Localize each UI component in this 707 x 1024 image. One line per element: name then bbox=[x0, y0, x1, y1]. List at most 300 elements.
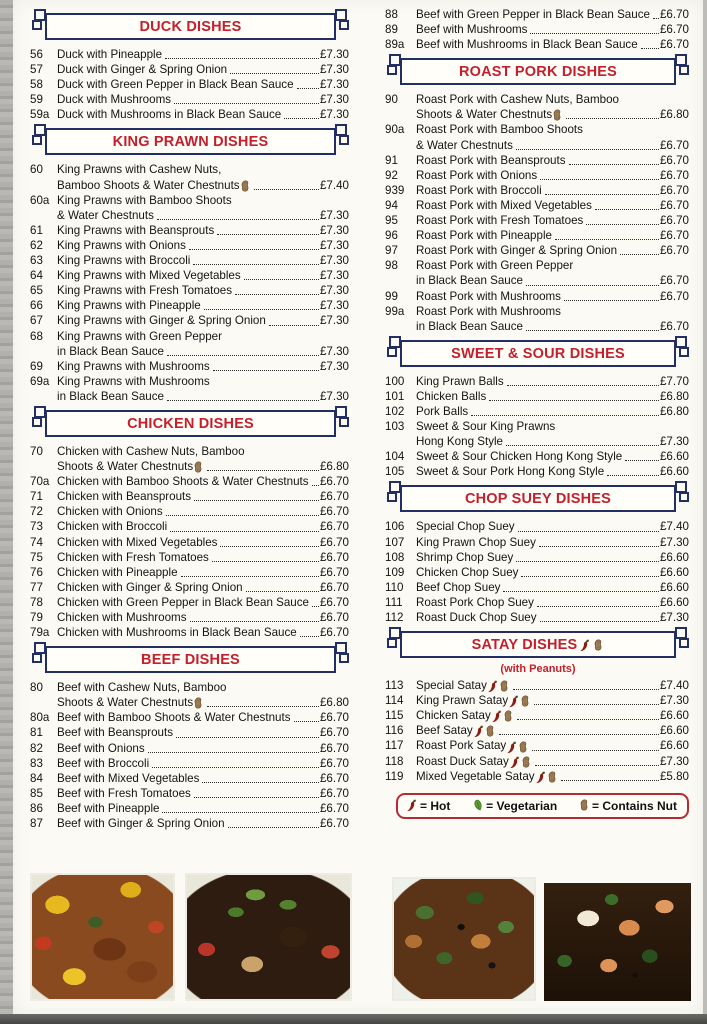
item-price: £6.70 bbox=[659, 168, 689, 182]
dots-leader bbox=[555, 239, 659, 240]
dots-leader bbox=[526, 285, 659, 286]
menu-item bbox=[385, 678, 691, 693]
dots-leader bbox=[540, 621, 659, 622]
item-price: £6.80 bbox=[319, 460, 349, 474]
menu-item-continuation bbox=[385, 273, 691, 288]
item-number: 57 bbox=[30, 63, 43, 77]
item-name: Beef Chop Suey bbox=[416, 580, 501, 594]
dots-leader bbox=[174, 103, 319, 104]
item-price: £7.40 bbox=[319, 178, 349, 192]
item-name: Chicken Balls bbox=[416, 389, 487, 403]
chilli-icon bbox=[536, 771, 546, 784]
menu-item bbox=[385, 37, 691, 52]
item-name: Chicken with Pineapple bbox=[57, 565, 178, 579]
menu-item bbox=[30, 223, 351, 238]
menu-item bbox=[385, 304, 691, 319]
dots-leader bbox=[220, 546, 319, 547]
menu-item bbox=[385, 153, 691, 168]
item-name: Chicken with Mixed Vegetables bbox=[57, 535, 218, 549]
dots-leader bbox=[513, 689, 659, 690]
item-number: 106 bbox=[385, 520, 405, 534]
item-price: £6.70 bbox=[659, 23, 689, 37]
item-price: £7.30 bbox=[319, 359, 349, 373]
item-name: Chicken with Mushrooms in Black Bean Sauce bbox=[57, 626, 297, 640]
item-price: £6.70 bbox=[319, 490, 349, 504]
section-king-prawn-dishes bbox=[30, 128, 351, 404]
item-number: 79 bbox=[30, 611, 43, 624]
item-number: 69a bbox=[30, 374, 50, 388]
item-price: £6.60 bbox=[659, 595, 689, 609]
item-number: 102 bbox=[385, 404, 405, 418]
item-price: £7.30 bbox=[319, 48, 349, 61]
item-price: £7.30 bbox=[659, 435, 689, 449]
menu-item bbox=[30, 253, 351, 268]
item-price: £7.30 bbox=[319, 108, 349, 122]
item-number: 114 bbox=[385, 694, 404, 708]
menu-item bbox=[385, 22, 691, 37]
item-name: Roast Pork with Onions bbox=[416, 168, 538, 182]
item-name: Duck with Mushrooms bbox=[57, 93, 172, 107]
menu-sections-right bbox=[385, 7, 691, 784]
dots-leader bbox=[170, 531, 319, 532]
item-name: Chicken with Green Pepper in Black Bean Sauce bbox=[57, 595, 309, 609]
dots-leader bbox=[535, 765, 659, 766]
dots-leader bbox=[235, 294, 319, 295]
item-price: £6.70 bbox=[659, 153, 689, 167]
dots-leader bbox=[167, 355, 319, 356]
menu-item bbox=[30, 313, 351, 328]
section-satay-dishes bbox=[385, 631, 691, 784]
item-number: 101 bbox=[385, 389, 405, 403]
menu-column-left bbox=[30, 7, 351, 831]
dots-leader bbox=[471, 415, 659, 416]
legend-contains-nut-label: = Contains Nut bbox=[591, 798, 677, 813]
item-name: Chicken with Beansprouts bbox=[57, 490, 192, 504]
item-name: Roast Duck Satay bbox=[416, 754, 509, 768]
peanut-icon bbox=[519, 741, 528, 754]
food-photo-1 bbox=[30, 873, 175, 1001]
item-number: 119 bbox=[385, 769, 404, 783]
item-number: 58 bbox=[30, 78, 43, 92]
dots-leader bbox=[516, 149, 659, 150]
section-title bbox=[113, 134, 269, 150]
dots-leader bbox=[148, 752, 319, 753]
dots-leader bbox=[297, 88, 319, 89]
menu-item-continuation bbox=[30, 344, 351, 359]
dots-leader bbox=[230, 73, 319, 74]
item-number: 105 bbox=[385, 465, 405, 479]
section-roast-pork-dishes bbox=[385, 58, 691, 334]
frame-corner-right-icon bbox=[675, 481, 689, 507]
chilli-icon bbox=[474, 725, 484, 738]
item-price: £7.30 bbox=[319, 208, 349, 222]
menu-item bbox=[385, 464, 691, 479]
menu-item bbox=[385, 769, 691, 784]
menu-item bbox=[385, 122, 691, 137]
dots-leader bbox=[300, 636, 319, 637]
menu-item bbox=[30, 565, 351, 580]
item-name: Beef with Broccoli bbox=[57, 756, 150, 770]
item-number: 95 bbox=[385, 214, 398, 228]
chilli-icon bbox=[509, 695, 519, 708]
dots-leader bbox=[166, 515, 319, 516]
dots-leader bbox=[499, 734, 659, 735]
item-price: £6.80 bbox=[659, 389, 689, 403]
item-price: £7.40 bbox=[659, 679, 689, 693]
item-number: 74 bbox=[30, 535, 43, 549]
menu-item bbox=[30, 77, 351, 92]
section-sweet-sour-dishes bbox=[385, 340, 691, 480]
menu-item bbox=[385, 168, 691, 183]
item-name: Beef Satay bbox=[416, 724, 473, 738]
item-name: & Water Chestnuts bbox=[416, 138, 513, 152]
item-name: Chicken with Mushrooms bbox=[57, 611, 187, 624]
item-price: £6.60 bbox=[659, 739, 689, 753]
item-price: £6.70 bbox=[319, 520, 349, 534]
dots-leader bbox=[507, 385, 659, 386]
item-name: Beef with Pineapple bbox=[57, 801, 160, 815]
dots-leader bbox=[189, 249, 319, 250]
item-price: £6.70 bbox=[319, 535, 349, 549]
item-number: 63 bbox=[30, 254, 43, 268]
menu-item bbox=[385, 289, 691, 304]
menu-item bbox=[30, 329, 351, 344]
dots-leader bbox=[152, 767, 319, 768]
chilli-icon bbox=[492, 710, 502, 723]
dots-leader bbox=[244, 279, 319, 280]
section-continued bbox=[385, 7, 691, 52]
item-name: Sweet & Sour Pork Hong Kong Style bbox=[416, 465, 605, 479]
menu-item bbox=[30, 610, 351, 625]
menu-item bbox=[30, 786, 351, 801]
item-price: £7.30 bbox=[319, 238, 349, 252]
menu-item-continuation bbox=[30, 178, 351, 193]
item-name: Roast Pork with Bamboo Shoots bbox=[416, 123, 583, 137]
menu-item bbox=[30, 238, 351, 253]
item-number: 65 bbox=[30, 284, 43, 298]
menu-item bbox=[385, 228, 691, 243]
frame-corner-right-icon bbox=[335, 124, 349, 150]
dots-leader bbox=[194, 797, 319, 798]
item-name: Roast Pork with Beansprouts bbox=[416, 153, 566, 167]
item-number: 113 bbox=[385, 679, 404, 693]
item-number: 90a bbox=[385, 123, 405, 137]
item-price: £6.70 bbox=[659, 198, 689, 212]
dots-leader bbox=[534, 704, 659, 705]
item-price: £6.70 bbox=[319, 611, 349, 624]
menu-item-continuation bbox=[385, 107, 691, 122]
item-number: 100 bbox=[385, 374, 405, 388]
item-price: £7.30 bbox=[319, 299, 349, 313]
menu-item bbox=[30, 489, 351, 504]
item-number: 64 bbox=[30, 269, 43, 283]
menu-columns bbox=[13, 0, 703, 831]
dots-leader bbox=[246, 591, 319, 592]
menu-item bbox=[30, 444, 351, 459]
chilli-icon bbox=[407, 799, 417, 812]
menu-item bbox=[30, 625, 351, 640]
item-number: 80a bbox=[30, 711, 50, 725]
dots-leader bbox=[521, 576, 659, 577]
section-title-text: BEEF DISHES bbox=[141, 652, 240, 669]
item-name: Roast Pork with Broccoli bbox=[416, 183, 542, 197]
item-number: 90 bbox=[385, 93, 398, 107]
item-price: £6.70 bbox=[319, 580, 349, 594]
menu-item bbox=[30, 535, 351, 550]
legend-vegetarian-label: = Vegetarian bbox=[486, 798, 558, 813]
item-price: £6.70 bbox=[659, 289, 689, 303]
item-price: £6.70 bbox=[319, 565, 349, 579]
dots-leader bbox=[312, 606, 319, 607]
item-price: £7.30 bbox=[659, 611, 689, 624]
section-beef-dishes bbox=[30, 646, 351, 831]
item-number: 82 bbox=[30, 741, 43, 755]
menu-item-continuation bbox=[30, 695, 351, 710]
item-number: 56 bbox=[30, 48, 43, 61]
menu-item bbox=[385, 92, 691, 107]
peanut-icon bbox=[241, 180, 250, 193]
dots-leader bbox=[586, 224, 659, 225]
dots-leader bbox=[269, 325, 319, 326]
dots-leader bbox=[312, 485, 319, 486]
menu-item bbox=[385, 693, 691, 708]
menu-item bbox=[385, 550, 691, 565]
item-price: £7.30 bbox=[319, 223, 349, 237]
menu-item bbox=[385, 404, 691, 419]
item-price: £6.70 bbox=[659, 38, 689, 52]
frame-corner-right-icon bbox=[335, 9, 349, 35]
item-price: £6.70 bbox=[319, 801, 349, 815]
item-name: Beef with Fresh Tomatoes bbox=[57, 786, 191, 800]
item-name: in Black Bean Sauce bbox=[416, 274, 523, 288]
section-header-chop-suey-dishes bbox=[400, 485, 676, 512]
item-name: Pork Balls bbox=[416, 404, 469, 418]
menu-item-continuation bbox=[30, 389, 351, 404]
item-price: £6.70 bbox=[319, 626, 349, 640]
item-number: 59 bbox=[30, 93, 43, 107]
food-photos bbox=[13, 876, 703, 1001]
dots-leader bbox=[213, 370, 319, 371]
item-name: Special Chop Suey bbox=[416, 520, 515, 534]
dots-leader bbox=[564, 300, 659, 301]
peanut-icon bbox=[594, 639, 603, 652]
food-photo-2 bbox=[185, 873, 352, 1001]
menu-item-continuation bbox=[385, 319, 691, 334]
item-price: £6.70 bbox=[659, 319, 689, 333]
food-photo-4 bbox=[544, 883, 691, 1001]
item-name: Roast Pork with Mushrooms bbox=[416, 304, 561, 318]
dots-leader bbox=[284, 118, 319, 119]
dots-leader bbox=[254, 189, 319, 190]
dots-leader bbox=[207, 470, 319, 471]
dots-leader bbox=[162, 812, 319, 813]
menu-item bbox=[30, 298, 351, 313]
item-name: King Prawns with Broccoli bbox=[57, 254, 191, 268]
chilli-icon bbox=[580, 639, 590, 652]
dots-leader bbox=[518, 531, 659, 532]
menu-item-continuation bbox=[385, 138, 691, 153]
item-number: 97 bbox=[385, 244, 398, 258]
item-name: Shrimp Chop Suey bbox=[416, 550, 514, 564]
dots-leader bbox=[503, 591, 659, 592]
item-price: £6.60 bbox=[659, 724, 689, 738]
item-name: Roast Pork with Cashew Nuts, Bamboo bbox=[416, 93, 619, 107]
item-name: Duck with Mushrooms in Black Bean Sauce bbox=[57, 108, 282, 122]
legend-vegetarian bbox=[472, 799, 557, 813]
item-number: 98 bbox=[385, 259, 398, 273]
menu-item bbox=[30, 92, 351, 107]
frame-corner-left-icon bbox=[387, 336, 401, 362]
item-price: £6.70 bbox=[319, 595, 349, 609]
dots-leader bbox=[181, 576, 319, 577]
section-title-text: ROAST PORK DISHES bbox=[458, 64, 618, 81]
item-price: £6.70 bbox=[319, 505, 349, 519]
item-number: 103 bbox=[385, 420, 405, 434]
legend-box bbox=[396, 793, 689, 819]
item-name: Roast Duck Chop Suey bbox=[416, 611, 537, 624]
item-name: King Prawns with Bamboo Shoots bbox=[57, 193, 232, 207]
dots-leader bbox=[516, 561, 659, 562]
item-price: £7.30 bbox=[319, 254, 349, 268]
item-price: £6.60 bbox=[659, 565, 689, 579]
menu-item bbox=[30, 725, 351, 740]
item-price: £7.70 bbox=[659, 374, 689, 388]
section-header-duck-dishes bbox=[45, 13, 336, 40]
item-name: Chicken with Broccoli bbox=[57, 520, 168, 534]
item-number: 96 bbox=[385, 229, 398, 243]
item-number: 89a bbox=[385, 38, 405, 52]
dots-leader bbox=[641, 48, 659, 49]
item-number: 79a bbox=[30, 626, 50, 640]
section-title bbox=[465, 491, 611, 507]
item-name: King Prawn Satay bbox=[416, 694, 509, 708]
item-name: Beef with Mushrooms bbox=[416, 23, 528, 37]
item-price: £6.60 bbox=[659, 580, 689, 594]
peanut-icon bbox=[548, 771, 557, 784]
section-title bbox=[127, 416, 254, 432]
item-price: £6.70 bbox=[319, 817, 349, 831]
item-name: Beef with Mushrooms in Black Bean Sauce bbox=[416, 38, 638, 52]
chilli-icon bbox=[507, 741, 517, 754]
menu-item-continuation bbox=[385, 434, 691, 449]
menu-item bbox=[30, 47, 351, 62]
item-name: King Prawn Balls bbox=[416, 374, 504, 388]
item-number: 70a bbox=[30, 475, 50, 489]
item-price: £6.80 bbox=[659, 108, 689, 122]
item-number: 92 bbox=[385, 168, 398, 182]
item-name: Roast Pork with Ginger & Spring Onion bbox=[416, 244, 618, 258]
dots-leader bbox=[194, 500, 319, 501]
item-name: Chicken with Ginger & Spring Onion bbox=[57, 580, 243, 594]
item-name: Chicken with Bamboo Shoots & Water Chestnuts bbox=[57, 475, 309, 489]
item-number: 69 bbox=[30, 359, 43, 373]
leaf-icon bbox=[473, 799, 483, 812]
item-name: King Prawns with Mushrooms bbox=[57, 374, 210, 388]
dots-leader bbox=[165, 58, 319, 59]
section-title-text: DUCK DISHES bbox=[139, 19, 242, 35]
dots-leader bbox=[176, 737, 319, 738]
item-number: 77 bbox=[30, 580, 43, 594]
item-name: King Prawns with Green Pepper bbox=[57, 329, 222, 343]
legend-hot-label: = Hot bbox=[420, 798, 451, 813]
legend-hot bbox=[406, 799, 450, 813]
menu-item-continuation bbox=[30, 459, 351, 474]
item-name: Beef with Ginger & Spring Onion bbox=[57, 817, 225, 831]
menu-item bbox=[385, 7, 691, 22]
menu-column-right bbox=[385, 7, 691, 831]
item-name: Roast Pork with Pineapple bbox=[416, 229, 552, 243]
item-price: £6.80 bbox=[319, 696, 349, 710]
chilli-icon bbox=[510, 756, 520, 769]
item-price: £7.30 bbox=[319, 389, 349, 403]
item-name: Chicken with Onions bbox=[57, 505, 163, 519]
dots-leader bbox=[228, 827, 319, 828]
item-name: Chicken with Cashew Nuts, Bamboo bbox=[57, 444, 245, 458]
section-title-text: SWEET & SOUR DISHES bbox=[451, 345, 625, 362]
frame-corner-right-icon bbox=[675, 336, 689, 362]
item-price: £6.70 bbox=[319, 756, 349, 770]
menu-item bbox=[30, 519, 351, 534]
item-name: Beef with Bamboo Shoots & Water Chestnuts bbox=[57, 711, 291, 725]
menu-item bbox=[30, 771, 351, 786]
item-price: £6.70 bbox=[319, 741, 349, 755]
item-name: Roast Pork Satay bbox=[416, 739, 507, 753]
item-name: in Black Bean Sauce bbox=[57, 344, 164, 358]
item-number: 91 bbox=[385, 153, 398, 167]
item-name: King Prawn Chop Suey bbox=[416, 535, 536, 549]
item-number: 110 bbox=[385, 580, 404, 594]
dots-leader bbox=[517, 719, 659, 720]
menu-item bbox=[385, 183, 691, 198]
item-name: Duck with Ginger & Spring Onion bbox=[57, 63, 228, 77]
item-price: £6.70 bbox=[319, 786, 349, 800]
section-chicken-dishes bbox=[30, 410, 351, 640]
frame-corner-right-icon bbox=[675, 627, 689, 653]
item-price: £7.30 bbox=[319, 314, 349, 328]
item-name: Beef with Onions bbox=[57, 741, 145, 755]
menu-item bbox=[385, 535, 691, 550]
item-price: £6.60 bbox=[659, 450, 689, 464]
item-number: 939 bbox=[385, 183, 405, 197]
section-title-text: CHOP SUEY DISHES bbox=[464, 491, 612, 508]
item-price: £6.80 bbox=[659, 404, 689, 418]
menu-item bbox=[30, 816, 351, 831]
section-header-roast-pork-dishes bbox=[400, 58, 676, 85]
item-name: Sweet & Sour King Prawns bbox=[416, 420, 556, 434]
item-number: 99a bbox=[385, 304, 405, 318]
section-duck-dishes bbox=[30, 13, 351, 122]
frame-corner-left-icon bbox=[32, 124, 46, 150]
item-number: 117 bbox=[385, 739, 404, 753]
item-price: £7.30 bbox=[319, 269, 349, 283]
dots-leader bbox=[294, 721, 319, 722]
menu-item bbox=[30, 710, 351, 725]
menu-paper bbox=[13, 0, 703, 1014]
section-title bbox=[459, 64, 617, 80]
menu-item bbox=[30, 756, 351, 771]
item-name: & Water Chestnuts bbox=[57, 208, 154, 222]
item-name: Chicken Chop Suey bbox=[416, 565, 519, 579]
item-name: Beef with Cashew Nuts, Bamboo bbox=[57, 681, 227, 695]
item-price: £7.40 bbox=[659, 520, 689, 534]
item-name: Bamboo Shoots & Water Chestnuts bbox=[57, 178, 240, 192]
menu-item bbox=[385, 213, 691, 228]
item-number: 87 bbox=[30, 817, 43, 831]
menu-item bbox=[30, 62, 351, 77]
item-price: £7.30 bbox=[659, 754, 689, 768]
menu-item bbox=[385, 374, 691, 389]
frame-corner-left-icon bbox=[32, 406, 46, 432]
